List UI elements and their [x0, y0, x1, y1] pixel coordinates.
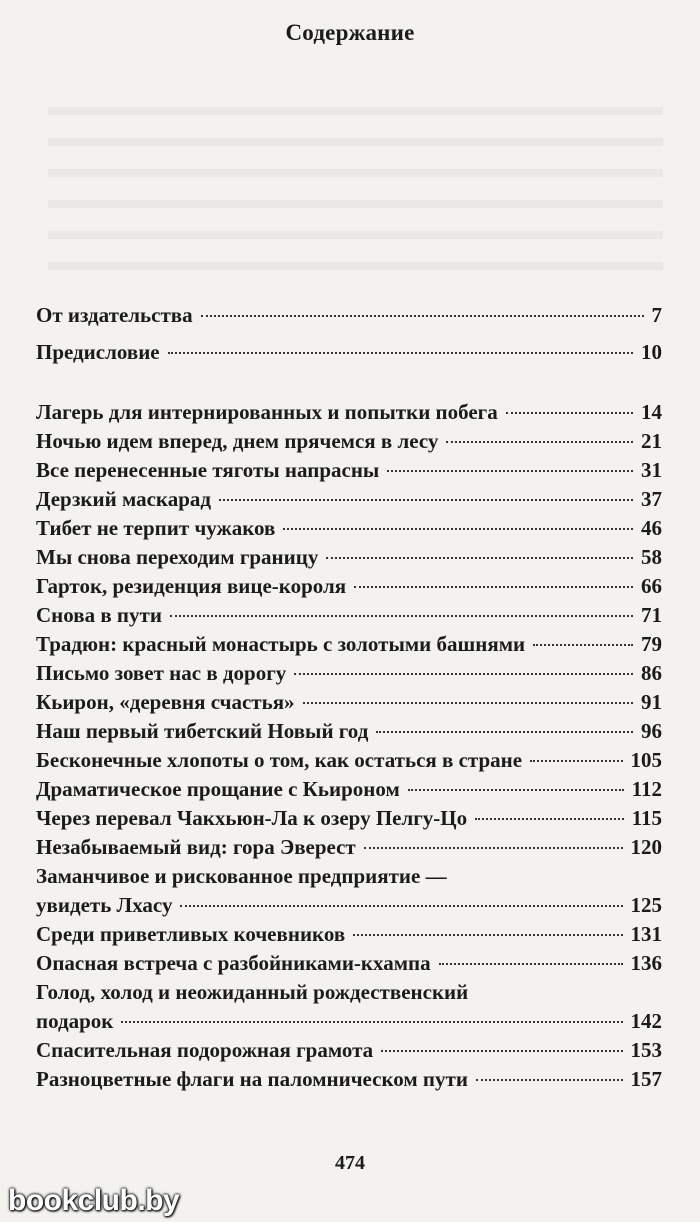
toc-entry-page: 157 [630, 1067, 662, 1091]
toc-entry [36, 804, 662, 833]
toc-entry-title: Предисловие [36, 340, 160, 364]
watermark: bookclub.by [8, 1184, 180, 1217]
toc-entry-title: Разноцветные флаги на паломническом пути [36, 1067, 468, 1091]
toc-entry-page: 7 [651, 303, 662, 327]
toc-entry-page: 37 [641, 487, 662, 511]
dot-leader [121, 1021, 622, 1023]
toc-entry [36, 833, 662, 862]
toc-entry [36, 485, 662, 514]
dot-leader [530, 760, 622, 762]
toc-entry [36, 601, 662, 630]
dot-leader [439, 963, 623, 965]
toc-entry-page: 46 [641, 516, 662, 540]
toc-entry-title: Дерзкий маскарад [36, 487, 212, 511]
dot-leader [476, 1079, 623, 1081]
toc-entry [36, 334, 662, 371]
toc-entry-title: Незабываемый вид: гора Эверест [36, 835, 356, 859]
toc-entry-title: Гарток, резиденция вице-короля [36, 574, 347, 598]
front-matter-list [36, 297, 662, 371]
dot-leader [533, 644, 633, 646]
dot-leader [326, 557, 633, 559]
dot-leader [506, 412, 633, 414]
toc-entry-page: 86 [641, 661, 662, 685]
toc-entry [36, 514, 662, 543]
toc-entry-title: Мы снова переходим границу [36, 545, 319, 569]
page-number: 474 [335, 1152, 365, 1174]
toc-entry [36, 1036, 662, 1065]
dot-leader [376, 731, 633, 733]
dot-leader [354, 586, 633, 588]
chapter-list [36, 398, 662, 1094]
toc-entry-title: Опасная встреча с разбойниками-кхампа [36, 951, 431, 975]
toc-entry-page: 91 [641, 690, 662, 714]
toc-entry-page: 125 [630, 893, 662, 917]
dot-leader [283, 528, 633, 530]
toc-entry [36, 297, 662, 334]
dot-leader [446, 441, 633, 443]
dot-leader [303, 702, 633, 704]
toc-entry [36, 688, 662, 717]
toc-entry-title: Тибет не терпит чужаков [36, 516, 276, 540]
toc-entry [36, 949, 662, 978]
toc-entry-title: От издательства [36, 303, 193, 327]
toc-entry [36, 543, 662, 572]
toc-entry-title: Бесконечные хлопоты о том, как остаться в стране [36, 748, 523, 772]
dot-leader [364, 847, 623, 849]
dot-leader [294, 673, 633, 675]
toc-entry-title: Кьирон, «деревня счастья» [36, 690, 295, 714]
toc-entry-title: Спасительная подорожная грамота [36, 1038, 374, 1062]
toc-entry-page: 153 [630, 1038, 662, 1062]
toc-entry-page: 10 [641, 340, 662, 364]
toc-entry-page: 131 [630, 922, 662, 946]
toc-entry-title: Драматическое прощание с Кьироном [36, 777, 400, 801]
toc-entry-title-line2: увидеть Лхасу [36, 893, 173, 917]
toc-entry-page: 66 [641, 574, 662, 598]
toc-entry-title: Письмо зовет нас в дорогу [36, 661, 287, 685]
toc-entry-page: 112 [631, 777, 662, 801]
toc-entry-page: 115 [631, 806, 662, 830]
bleed-through-text [48, 84, 663, 289]
toc-entry-two-line [36, 862, 662, 920]
toc-entry-title: Ночью идем вперед, днем прячемся в лесу [36, 429, 439, 453]
toc-entry [36, 659, 662, 688]
toc-entry-title-line1: Заманчивое и рискованное предприятие — [36, 864, 447, 888]
toc-entry-page: 21 [641, 429, 662, 453]
toc-entry-page: 79 [641, 632, 662, 656]
toc-entry-page: 71 [641, 603, 662, 627]
toc-entry-page: 14 [641, 400, 662, 424]
toc-entry-page: 136 [630, 951, 662, 975]
page-title: Содержание [285, 20, 415, 45]
toc-entry-title: Все перенесенные тяготы напрасны [36, 458, 380, 482]
toc-entry [36, 427, 662, 456]
toc-entry-title: Наш первый тибетский Новый год [36, 719, 369, 743]
toc-entry-page: 31 [641, 458, 662, 482]
toc-entry-title: Через перевал Чакхьюн-Ла к озеру Пелгу-Цо [36, 806, 468, 830]
toc-entry-title: Среди приветливых кочевников [36, 922, 346, 946]
toc-entry [36, 920, 662, 949]
toc-entry [36, 572, 662, 601]
toc-entry-continuation [36, 891, 662, 920]
dot-leader [381, 1050, 622, 1052]
toc-entry [36, 1065, 662, 1094]
dot-leader [353, 934, 622, 936]
dot-leader [475, 818, 624, 820]
toc-entry [36, 398, 662, 427]
toc-entry [36, 775, 662, 804]
toc-entry-title: Снова в пути [36, 603, 162, 627]
toc-entry-two-line [36, 978, 662, 1036]
toc-entry-title: Традюн: красный монастырь с золотыми башнями [36, 632, 526, 656]
toc-entry-page: 142 [630, 1009, 662, 1033]
toc-entry [36, 746, 662, 775]
toc-entry-continuation [36, 1007, 662, 1036]
dot-leader [219, 499, 633, 501]
toc-entry-page: 58 [641, 545, 662, 569]
toc-entry [36, 630, 662, 659]
toc-entry [36, 717, 662, 746]
toc-entry-page: 120 [630, 835, 662, 859]
toc-entry-title-line2: подарок [36, 1009, 114, 1033]
dot-leader [387, 470, 633, 472]
dot-leader [180, 905, 622, 907]
toc-entry-page: 96 [641, 719, 662, 743]
dot-leader [170, 615, 633, 617]
toc-entry-page: 105 [630, 748, 662, 772]
dot-leader [408, 789, 624, 791]
toc-entry [36, 456, 662, 485]
dot-leader [168, 352, 633, 354]
toc-entry-title-line1: Голод, холод и неожиданный рождественский [36, 980, 469, 1004]
dot-leader [201, 315, 644, 317]
toc-entry-title: Лагерь для интернированных и попытки побега [36, 400, 498, 424]
